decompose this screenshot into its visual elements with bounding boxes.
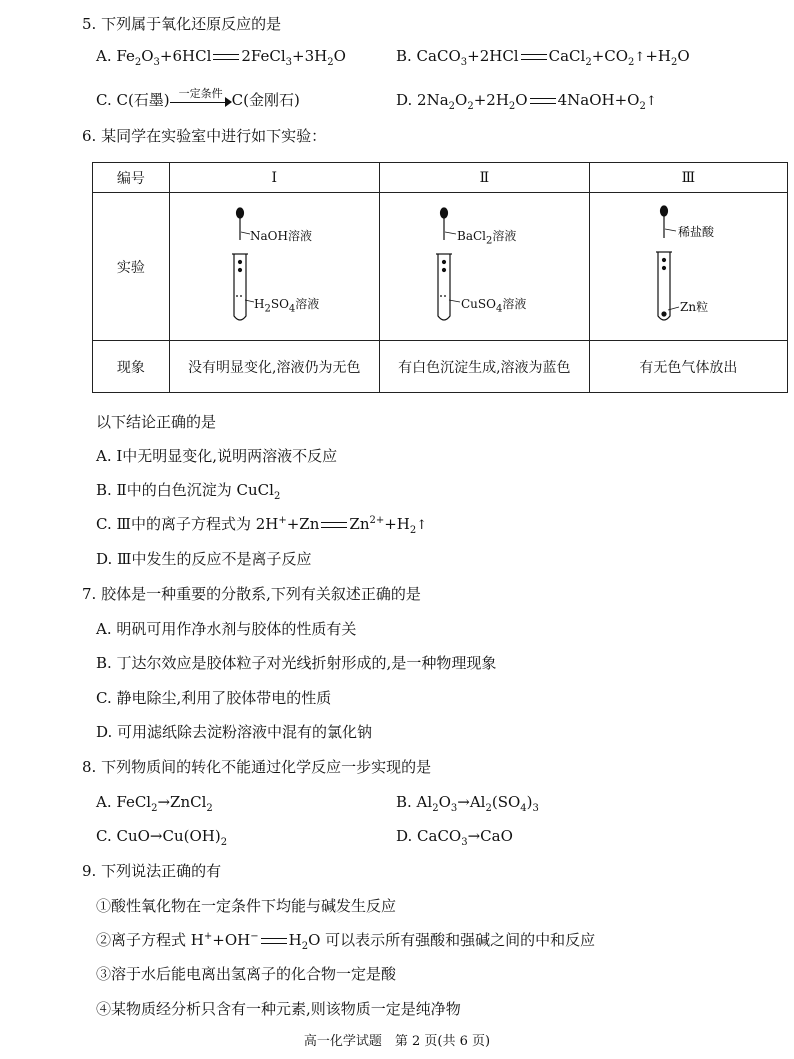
header-exp-3: Ⅲ [589, 163, 787, 193]
apparatus-3 [656, 206, 672, 320]
observation-2: 有白色沉淀生成,溶液为蓝色 [379, 341, 589, 393]
label-zn: Zn粒 [680, 300, 709, 314]
equals-sign-icon [321, 522, 347, 528]
q7-option-c[interactable]: C. 静电除尘,利用了胶体带电的性质 [96, 689, 332, 707]
q7-option-d[interactable]: D. 可用滤纸除去淀粉溶液中混有的氯化钠 [96, 723, 373, 741]
label-h2so4: $H_2SO_4$溶液 [254, 297, 320, 315]
q6-option-b[interactable]: B. Ⅱ中的白色沉淀为 CuCl$_2$ [96, 481, 281, 502]
q6-option-a[interactable]: A. Ⅰ中无明显变化,说明两溶液不反应 [96, 447, 338, 465]
page-footer: 高一化学试题 第 2 页(共 6 页) [303, 1034, 491, 1049]
row-label-observation: 现象 [93, 341, 170, 393]
q8-stem: 8. 下列物质间的转化不能通过化学反应一步实现的是 [82, 758, 432, 776]
q6-option-c[interactable]: C. Ⅲ中的离子方程式为 2H++Zn $Zn^{2+}+H_2↑$ [96, 515, 428, 536]
label-naoh: NaOH溶液 [250, 229, 312, 243]
q7-option-b[interactable]: B. 丁达尔效应是胶体粒子对光线折射形成的,是一种物理现象 [96, 654, 497, 672]
q8-option-c[interactable]: C. $CuO\to Cu(OH)_2$ [96, 827, 228, 848]
row-label-experiment: 实验 [93, 193, 170, 341]
equals-sign-icon [261, 938, 287, 944]
q7-stem: 7. 胶体是一种重要的分散系,下列有关叙述正确的是 [82, 585, 421, 603]
q5-option-b[interactable]: B. CaCO$_3$+2HCl $CaCl_2+CO_2↑+H_2O$ [396, 47, 690, 68]
header-number: 编号 [93, 163, 170, 193]
apparatus-1 [232, 208, 248, 320]
q6-stem: 6. 某同学在实验室中进行如下实验： [82, 127, 327, 145]
header-exp-2: Ⅱ [379, 163, 589, 193]
q9-item-1: ①酸性氧化物在一定条件下均能与碱发生反应 [96, 897, 397, 915]
apparatus-2 [436, 208, 452, 320]
reaction-arrow-icon: 一定条件 [170, 93, 232, 109]
q5-stem: 5. 下列属于氧化还原反应的是 [82, 15, 282, 33]
observation-3: 有无色气体放出 [589, 341, 787, 393]
q6-conclusion-prompt: 以下结论正确的是 [96, 413, 217, 431]
q9-stem: 9. 下列说法正确的有 [82, 862, 222, 880]
observation-1: 没有明显变化,溶液仍为无色 [169, 341, 379, 393]
q9-item-3: ③溶于水后能电离出氢离子的化合物一定是酸 [96, 965, 397, 983]
gas-arrow-icon: ↑ [416, 518, 428, 533]
q9-item-4: ④某物质经分析只含有一种元素,则该物质一定是纯净物 [96, 1000, 461, 1018]
q5-option-a[interactable]: A. $Fe_2O_3+6HCl$ $2FeCl_3+3H_2O$ [96, 47, 346, 68]
header-exp-1: Ⅰ [169, 163, 379, 193]
gas-arrow-icon: ↑ [634, 50, 646, 65]
q5-option-c[interactable]: C. C(石墨) 一定条件 C(金刚石) [96, 87, 300, 109]
gas-arrow-icon: ↑ [645, 94, 657, 109]
q8-option-d[interactable]: D. CaCO$_3$→CaO [396, 827, 513, 848]
q7-option-a[interactable]: A. 明矾可用作净水剂与胶体的性质有关 [96, 620, 357, 638]
label-bacl2: BaCl$_2$溶液 [457, 229, 517, 247]
q5-option-d[interactable]: D. $2Na_2O_2+2H_2O$ $4NaOH+O_2↑$ [396, 91, 657, 112]
label-cuso4: CuSO$_4$溶液 [461, 297, 527, 315]
q9-item-2: ②离子方程式 H++OH− $H_2O$ 可以表示所有强酸和强碱之间的中和反应 [96, 931, 596, 952]
q8-option-a[interactable]: A. FeCl$_2$→ZnCl$_2$ [96, 793, 213, 814]
label-dilute-hcl: 稀盐酸 [678, 225, 715, 239]
q6-option-d[interactable]: D. Ⅲ中发生的反应不是离子反应 [96, 550, 312, 568]
q8-option-b[interactable]: B. $Al_2O_3\to Al_2(SO_4)_3$ [396, 793, 539, 814]
